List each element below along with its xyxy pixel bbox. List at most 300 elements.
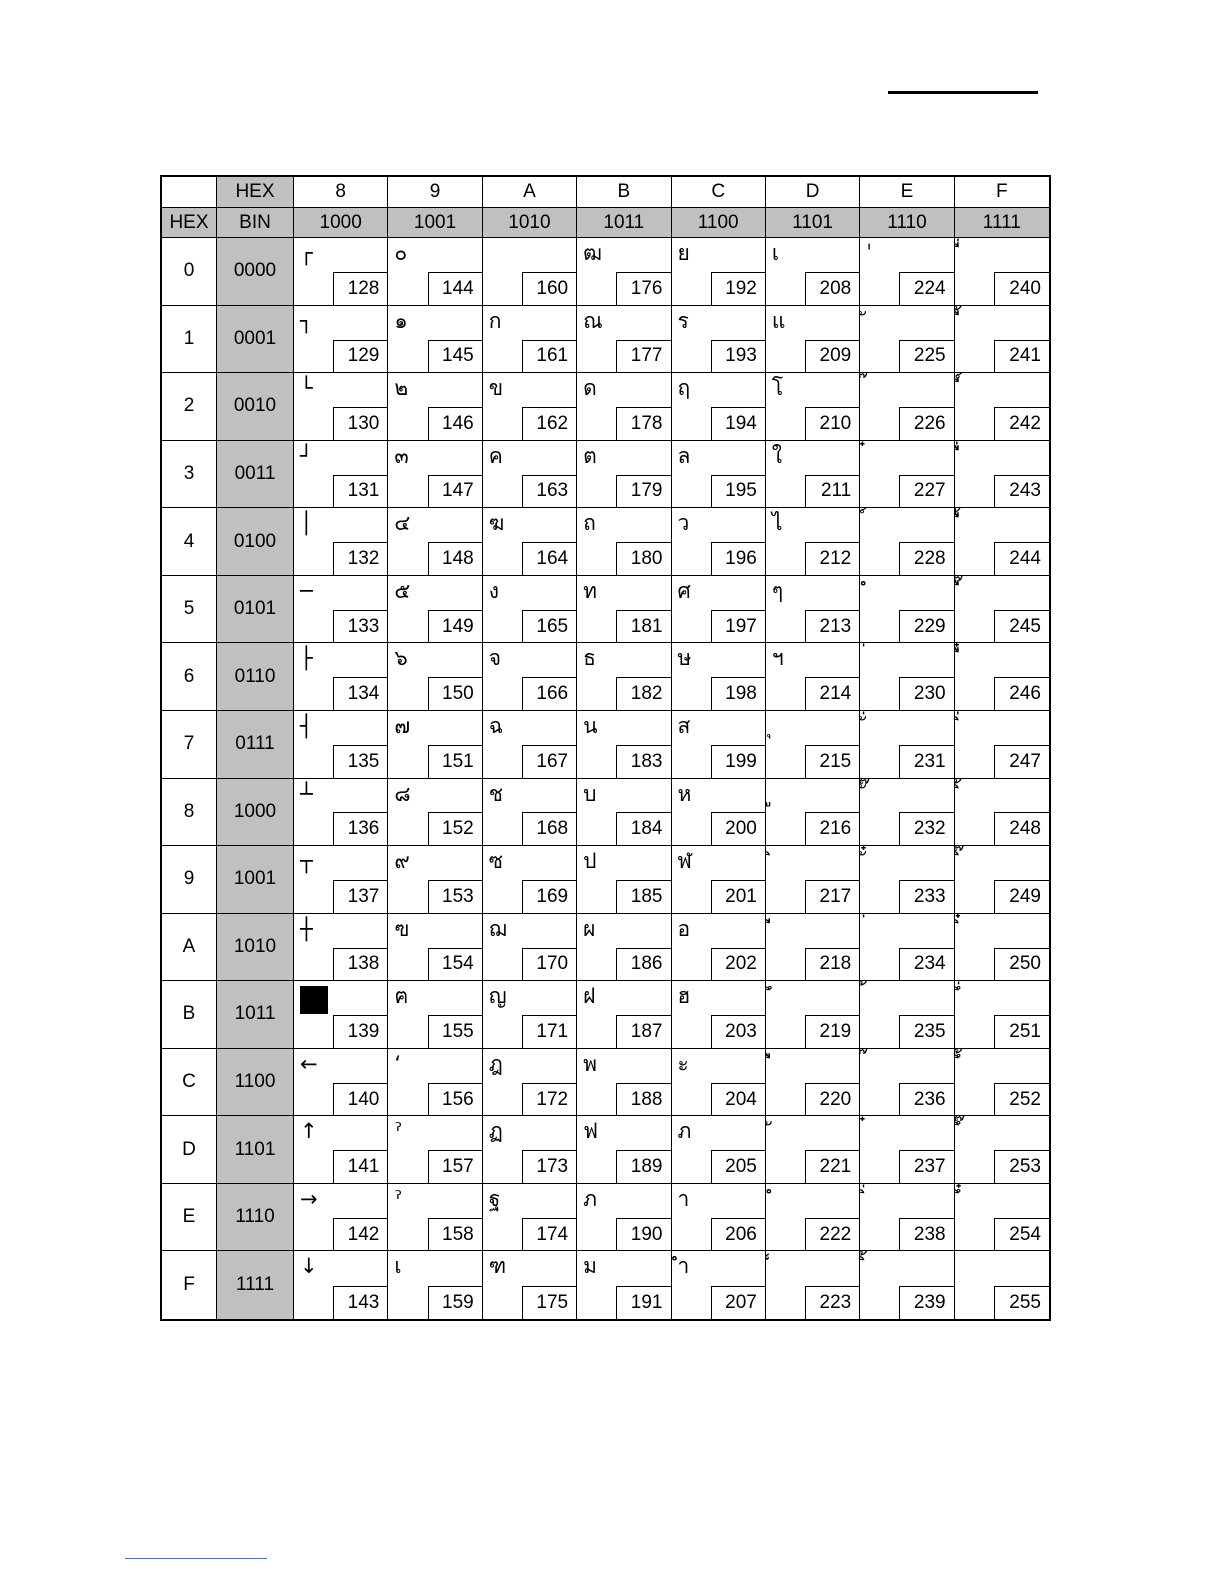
- code-cell: [388, 846, 482, 914]
- character-glyph: ภ: [583, 1186, 597, 1211]
- character-glyph: ←: [300, 1051, 318, 1076]
- decimal-code: 132: [333, 542, 387, 575]
- character-glyph: ะ: [677, 1051, 689, 1076]
- row-bin-header: 1100: [217, 1049, 294, 1117]
- decimal-code: 133: [333, 610, 387, 643]
- decimal-code: 165: [522, 610, 576, 643]
- decimal-code: 137: [333, 880, 387, 913]
- code-cell: [672, 1184, 766, 1252]
- decimal-code: 151: [428, 745, 482, 778]
- character-glyph: ซ: [488, 849, 504, 874]
- decimal-code: 224: [899, 272, 953, 305]
- character-glyph: ฮ: [677, 984, 691, 1009]
- character-glyph: ช: [488, 781, 504, 806]
- decimal-code: 181: [616, 610, 670, 643]
- code-cell: [955, 441, 1049, 509]
- character-glyph: ว: [677, 511, 690, 536]
- code-cell: [766, 914, 860, 982]
- table-corner: [162, 177, 217, 208]
- row-bin-header: 1111: [217, 1251, 294, 1319]
- code-cell: [766, 373, 860, 441]
- row-hex-header: F: [162, 1251, 217, 1319]
- code-cell: [860, 711, 954, 779]
- decimal-code: 138: [333, 948, 387, 981]
- character-glyph: ฏ: [488, 1119, 503, 1144]
- column-bin-header: 1000: [294, 208, 388, 238]
- row-bin-header: 0010: [217, 373, 294, 441]
- code-cell: [483, 914, 577, 982]
- character-glyph: ๕: [394, 578, 411, 603]
- character-glyph: ฯ: [771, 646, 784, 671]
- code-cell: [766, 981, 860, 1049]
- row-bin-header: 1110: [217, 1184, 294, 1252]
- character-glyph: ธ: [583, 646, 596, 671]
- code-cell: [577, 1049, 671, 1117]
- decimal-code: 136: [333, 812, 387, 845]
- code-cell: [577, 1116, 671, 1184]
- decimal-code: 220: [805, 1083, 859, 1116]
- code-cell: [860, 1184, 954, 1252]
- character-glyph: ม: [583, 1254, 597, 1279]
- code-cell: [294, 238, 388, 306]
- character-glyph: ฅ: [394, 984, 409, 1009]
- decimal-code: 251: [994, 1015, 1049, 1048]
- decimal-code: 212: [805, 542, 859, 575]
- code-cell: [766, 1049, 860, 1117]
- code-cell: [860, 981, 954, 1049]
- code-cell: [672, 238, 766, 306]
- code-cell: [672, 576, 766, 644]
- decimal-code: 232: [899, 812, 953, 845]
- decimal-code: 236: [899, 1083, 953, 1116]
- row-bin-header: 0000: [217, 238, 294, 306]
- character-glyph: ┘: [300, 443, 313, 468]
- character-glyph: ˀ: [394, 1119, 403, 1144]
- code-cell: [766, 779, 860, 847]
- decimal-code: 227: [899, 475, 953, 508]
- decimal-code: 139: [333, 1015, 387, 1048]
- character-glyph: ด: [583, 376, 597, 401]
- decimal-code: 128: [333, 272, 387, 305]
- code-cell: [860, 1116, 954, 1184]
- decimal-code: 180: [616, 542, 670, 575]
- column-hex-header: A: [483, 177, 577, 208]
- character-glyph: ส: [677, 713, 691, 738]
- decimal-code: 158: [428, 1218, 482, 1251]
- code-cell: [860, 306, 954, 374]
- code-cell: [388, 576, 482, 644]
- code-cell: [388, 1116, 482, 1184]
- character-glyph: ห: [677, 781, 692, 806]
- decimal-code: 209: [805, 340, 859, 373]
- code-cell: [388, 508, 482, 576]
- code-cell: [766, 238, 860, 306]
- decimal-code: 252: [994, 1083, 1049, 1116]
- decimal-code: 172: [522, 1083, 576, 1116]
- code-cell: [860, 1251, 954, 1319]
- code-cell: [577, 914, 671, 982]
- decimal-code: 135: [333, 745, 387, 778]
- column-hex-header: 9: [388, 177, 482, 208]
- decimal-code: 246: [994, 677, 1049, 710]
- decimal-code: 189: [616, 1150, 670, 1183]
- code-cell: [766, 306, 860, 374]
- decimal-code: 147: [428, 475, 482, 508]
- decimal-code: 239: [899, 1286, 953, 1319]
- code-cell: [294, 1251, 388, 1319]
- decimal-code: 204: [711, 1083, 765, 1116]
- solid-block-glyph: [300, 986, 328, 1014]
- row-hex-label: HEX: [162, 208, 217, 238]
- decimal-code: 187: [616, 1015, 670, 1048]
- code-cell: [766, 711, 860, 779]
- row-hex-header: 2: [162, 373, 217, 441]
- code-cell: [955, 1251, 1049, 1319]
- character-glyph: ป: [583, 849, 597, 874]
- character-glyph: ─: [300, 578, 313, 603]
- code-cell: [294, 508, 388, 576]
- decimal-code: 208: [805, 272, 859, 305]
- row-hex-header: 1: [162, 306, 217, 374]
- decimal-code: 178: [616, 407, 670, 440]
- decimal-code: 229: [899, 610, 953, 643]
- decimal-code: 164: [522, 542, 576, 575]
- decimal-code: 170: [522, 948, 576, 981]
- code-cell: [483, 576, 577, 644]
- decimal-code: 222: [805, 1218, 859, 1251]
- code-cell: [388, 643, 482, 711]
- code-cell: [483, 981, 577, 1049]
- code-cell: [766, 1184, 860, 1252]
- character-glyph: ไ: [771, 511, 783, 536]
- decimal-code: 197: [711, 610, 765, 643]
- character-glyph: ค: [488, 443, 503, 468]
- code-cell: [483, 306, 577, 374]
- code-cell: [294, 779, 388, 847]
- decimal-code: 171: [522, 1015, 576, 1048]
- code-cell: [577, 576, 671, 644]
- character-glyph: ๒: [394, 376, 409, 401]
- code-cell: [955, 711, 1049, 779]
- decimal-code: 200: [711, 812, 765, 845]
- character-glyph: ┤: [300, 713, 313, 738]
- character-glyph: อ: [677, 916, 691, 941]
- row-hex-header: E: [162, 1184, 217, 1252]
- decimal-code: 140: [333, 1083, 387, 1116]
- character-glyph: ฉ: [488, 713, 504, 738]
- code-cell: [577, 643, 671, 711]
- character-glyph: ┼: [300, 916, 313, 941]
- decimal-code: 237: [899, 1150, 953, 1183]
- code-cell: [955, 576, 1049, 644]
- decimal-code: 134: [333, 677, 387, 710]
- character-glyph: ง: [488, 578, 500, 603]
- code-cell: [483, 441, 577, 509]
- character-glyph: ʻ: [394, 1051, 402, 1076]
- decimal-code: 184: [616, 812, 670, 845]
- code-cell: [388, 238, 482, 306]
- code-cell: [294, 576, 388, 644]
- row-hex-header: 3: [162, 441, 217, 509]
- decimal-code: 192: [711, 272, 765, 305]
- decimal-code: 183: [616, 745, 670, 778]
- code-cell: [766, 576, 860, 644]
- row-bin-header: 0001: [217, 306, 294, 374]
- character-glyph: └: [300, 376, 313, 401]
- code-cell: [483, 238, 577, 306]
- code-cell: [672, 1116, 766, 1184]
- decimal-code: 163: [522, 475, 576, 508]
- code-cell: [955, 779, 1049, 847]
- column-bin-header: 1101: [766, 208, 860, 238]
- code-cell: [483, 643, 577, 711]
- row-hex-header: B: [162, 981, 217, 1049]
- character-glyph: แ: [771, 308, 786, 333]
- code-cell: [577, 238, 671, 306]
- code-cell: [860, 441, 954, 509]
- character-glyph: ๘: [394, 781, 411, 806]
- decimal-code: 234: [899, 948, 953, 981]
- code-cell: [483, 779, 577, 847]
- code-cell: [294, 373, 388, 441]
- decimal-code: 243: [994, 475, 1049, 508]
- code-cell: [294, 914, 388, 982]
- code-cell: [672, 508, 766, 576]
- character-glyph: ๙: [394, 849, 410, 874]
- decimal-code: 141: [333, 1150, 387, 1183]
- code-cell: [955, 238, 1049, 306]
- decimal-code: 143: [333, 1286, 387, 1319]
- character-glyph: ๗: [394, 713, 411, 738]
- decimal-code: 202: [711, 948, 765, 981]
- code-cell: [577, 373, 671, 441]
- decimal-code: 196: [711, 542, 765, 575]
- row-hex-header: 7: [162, 711, 217, 779]
- decimal-code: 238: [899, 1218, 953, 1251]
- code-cell: [388, 306, 482, 374]
- decimal-code: 216: [805, 812, 859, 845]
- decimal-code: 153: [428, 880, 482, 913]
- character-glyph: ข: [488, 376, 504, 401]
- decimal-code: 241: [994, 340, 1049, 373]
- decimal-code: 145: [428, 340, 482, 373]
- character-glyph: →: [300, 1186, 318, 1211]
- header-hex-label: HEX: [217, 177, 294, 208]
- row-bin-header: 0111: [217, 711, 294, 779]
- decimal-code: 226: [899, 407, 953, 440]
- character-glyph: ต: [583, 443, 597, 468]
- decimal-code: 233: [899, 880, 953, 913]
- decimal-code: 166: [522, 677, 576, 710]
- code-cell: [955, 643, 1049, 711]
- code-cell: [860, 643, 954, 711]
- code-cell: [483, 1116, 577, 1184]
- row-bin-header: 1010: [217, 914, 294, 982]
- code-cell: [577, 1251, 671, 1319]
- character-glyph: ษ: [677, 646, 692, 671]
- code-cell: [577, 508, 671, 576]
- decimal-code: 179: [616, 475, 670, 508]
- code-cell: [294, 441, 388, 509]
- decimal-code: 201: [711, 880, 765, 913]
- row-hex-header: 6: [162, 643, 217, 711]
- code-cell: [483, 373, 577, 441]
- code-cell: [955, 373, 1049, 441]
- code-cell: [860, 779, 954, 847]
- column-bin-header: 1110: [860, 208, 954, 238]
- decimal-code: 161: [522, 340, 576, 373]
- decimal-code: 206: [711, 1218, 765, 1251]
- character-glyph: ก: [488, 308, 502, 333]
- code-cell: [388, 711, 482, 779]
- code-cell: [955, 306, 1049, 374]
- decimal-code: 159: [428, 1286, 482, 1319]
- decimal-code: 130: [333, 407, 387, 440]
- character-glyph: ˀ: [394, 1186, 403, 1211]
- decimal-code: 207: [711, 1286, 765, 1319]
- character-glyph: ๆ: [771, 578, 784, 603]
- code-cell: [294, 711, 388, 779]
- decimal-code: 250: [994, 948, 1049, 981]
- row-bin-header: 1101: [217, 1116, 294, 1184]
- code-cell: [955, 981, 1049, 1049]
- character-glyph: ณ: [583, 308, 603, 333]
- code-cell: [483, 711, 577, 779]
- character-glyph: ำ: [677, 1254, 690, 1279]
- code-cell: [577, 846, 671, 914]
- footer-link-rule: [125, 1558, 267, 1559]
- code-cell: [483, 1049, 577, 1117]
- header-rule: [888, 91, 1038, 94]
- decimal-code: 211: [805, 475, 859, 508]
- character-glyph: ฆ: [488, 511, 505, 536]
- code-cell: [860, 576, 954, 644]
- character-glyph: ┌: [300, 241, 313, 265]
- code-cell: [294, 1116, 388, 1184]
- code-page-table: [160, 175, 1051, 1321]
- character-glyph: ผ: [583, 916, 596, 941]
- code-cell: [766, 508, 860, 576]
- decimal-code: 148: [428, 542, 482, 575]
- decimal-code: 186: [616, 948, 670, 981]
- code-cell: [294, 1049, 388, 1117]
- code-cell: [860, 238, 954, 306]
- code-cell: [860, 846, 954, 914]
- character-glyph: ๓: [394, 443, 409, 468]
- decimal-code: 199: [711, 745, 765, 778]
- code-cell: [294, 1184, 388, 1252]
- code-cell: [388, 441, 482, 509]
- character-glyph: ๔: [394, 511, 411, 536]
- decimal-code: 168: [522, 812, 576, 845]
- code-cell: [955, 508, 1049, 576]
- decimal-code: 177: [616, 340, 670, 373]
- code-cell: [672, 779, 766, 847]
- character-glyph: ภ: [677, 1119, 692, 1144]
- decimal-code: 190: [616, 1218, 670, 1251]
- character-glyph: บ: [583, 781, 597, 806]
- decimal-code: 195: [711, 475, 765, 508]
- code-cell: [388, 373, 482, 441]
- character-glyph: ๖: [394, 646, 408, 671]
- decimal-code: 169: [522, 880, 576, 913]
- code-cell: [766, 643, 860, 711]
- column-bin-header: 1111: [955, 208, 1049, 238]
- character-glyph: ↑: [300, 1119, 318, 1144]
- code-cell: [388, 914, 482, 982]
- decimal-code: 225: [899, 340, 953, 373]
- decimal-code: 213: [805, 610, 859, 643]
- character-glyph: ล: [677, 443, 691, 468]
- character-glyph: ฎ: [488, 1051, 503, 1076]
- code-cell: [483, 846, 577, 914]
- code-cell: [577, 981, 671, 1049]
- column-hex-header: D: [766, 177, 860, 208]
- decimal-code: 149: [428, 610, 482, 643]
- code-cell: [672, 306, 766, 374]
- decimal-code: 174: [522, 1218, 576, 1251]
- column-hex-header: 8: [294, 177, 388, 208]
- code-cell: [955, 846, 1049, 914]
- code-cell: [388, 981, 482, 1049]
- code-cell: [294, 306, 388, 374]
- decimal-code: 185: [616, 880, 670, 913]
- decimal-code: 249: [994, 880, 1049, 913]
- code-cell: [294, 846, 388, 914]
- character-glyph: ฬ: [677, 849, 692, 874]
- code-cell: [955, 1049, 1049, 1117]
- character-glyph: ท: [583, 578, 597, 603]
- decimal-code: 219: [805, 1015, 859, 1048]
- character-glyph: ๐: [394, 241, 408, 265]
- decimal-code: 214: [805, 677, 859, 710]
- decimal-code: 155: [428, 1015, 482, 1048]
- code-cell: [955, 914, 1049, 982]
- code-cell: [577, 306, 671, 374]
- decimal-code: 162: [522, 407, 576, 440]
- decimal-code: 245: [994, 610, 1049, 643]
- character-glyph: า: [677, 1186, 690, 1211]
- decimal-code: 255: [994, 1286, 1049, 1319]
- character-glyph: โ: [771, 376, 784, 401]
- row-bin-header: 0110: [217, 643, 294, 711]
- row-hex-header: C: [162, 1049, 217, 1117]
- code-cell: [766, 846, 860, 914]
- decimal-code: 167: [522, 745, 576, 778]
- code-cell: [860, 373, 954, 441]
- character-glyph: ˈ: [866, 241, 873, 265]
- row-hex-header: A: [162, 914, 217, 982]
- decimal-code: 235: [899, 1015, 953, 1048]
- code-cell: [860, 1049, 954, 1117]
- decimal-code: 247: [994, 745, 1049, 778]
- code-cell: [766, 441, 860, 509]
- code-cell: [672, 914, 766, 982]
- decimal-code: 142: [333, 1218, 387, 1251]
- character-glyph: ๑: [394, 308, 408, 333]
- row-bin-header: 0011: [217, 441, 294, 509]
- decimal-code: 198: [711, 677, 765, 710]
- character-glyph: ฝ: [583, 984, 596, 1009]
- row-bin-header: 0101: [217, 576, 294, 644]
- code-cell: [388, 1184, 482, 1252]
- decimal-code: 248: [994, 812, 1049, 845]
- column-bin-header: 1100: [672, 208, 766, 238]
- row-hex-header: 5: [162, 576, 217, 644]
- decimal-code: 240: [994, 272, 1049, 305]
- code-cell: [294, 643, 388, 711]
- code-cell: [388, 1251, 482, 1319]
